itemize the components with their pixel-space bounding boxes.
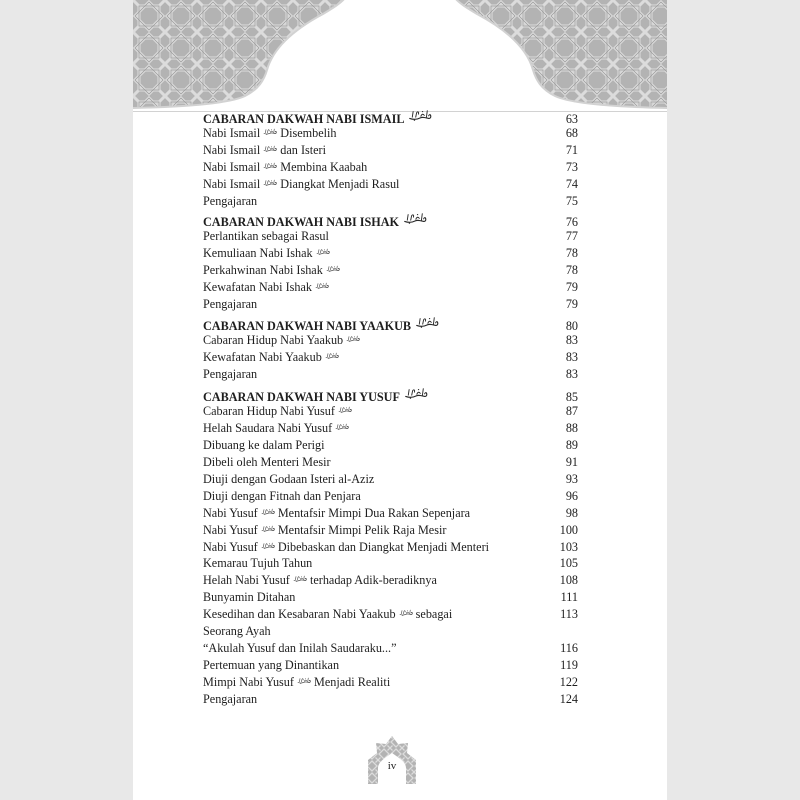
book-page	[133, 0, 667, 800]
alaihissalam-icon	[316, 247, 330, 256]
page-number: 124	[559, 691, 578, 706]
entry-text: Nabi Yusuf	[203, 522, 258, 537]
page-number: 74	[565, 177, 578, 192]
page-number: 89	[565, 438, 578, 453]
page-number: 113	[560, 607, 578, 622]
page-number: 111	[560, 590, 578, 605]
entry-title: Dibeli oleh Menteri Mesir	[203, 455, 331, 470]
entry-text: Nabi Ismail	[203, 177, 261, 192]
entry-title: Pengajaran	[203, 691, 258, 706]
page-number: 75	[565, 193, 578, 208]
section-heading	[203, 316, 578, 333]
page-number: 88	[565, 421, 578, 436]
entry-text: Kewafatan Nabi Yaakub	[203, 350, 322, 365]
entry-title	[203, 606, 452, 623]
page-folio: iv	[387, 760, 397, 772]
entry-title	[203, 674, 390, 691]
entry-title	[203, 539, 489, 556]
alaihissalam-icon	[293, 574, 307, 583]
page-number: 78	[565, 246, 578, 261]
heading-text: CABARAN DAKWAH NABI YUSUF	[203, 389, 400, 404]
alaihissalam-icon	[338, 405, 352, 414]
entry-title	[203, 403, 352, 420]
page-number: 119	[560, 657, 578, 672]
page-number: 85	[565, 389, 578, 404]
entry-text: Menjadi Realiti	[314, 674, 391, 689]
entry-text: Nabi Yusuf	[203, 505, 258, 520]
toc-section-ismail	[203, 109, 578, 210]
entry-text: Dibebaskan dan Diangkat Menjadi Menteri	[277, 539, 490, 554]
entry-text: dan Isteri	[280, 143, 326, 158]
toc-entry	[203, 589, 578, 606]
toc-entry	[203, 555, 578, 572]
entry-text: Helah Nabi Yusuf	[203, 573, 290, 588]
page-number: 105	[559, 556, 578, 571]
page-number: 83	[565, 350, 578, 365]
alaihissalam-icon	[335, 422, 349, 431]
entry-text: Perkahwinan Nabi Ishak	[203, 263, 323, 278]
page-number: 79	[565, 296, 578, 311]
toc-entry	[203, 296, 578, 313]
entry-title: Pertemuan yang Dinantikan	[203, 657, 340, 672]
page-number: 91	[565, 455, 578, 470]
entry-text: Mentafsir Mimpi Dua Rakan Sepenjara	[277, 505, 471, 520]
alaihissalam-icon	[404, 387, 428, 399]
toc-entry	[203, 279, 578, 296]
entry-title	[203, 176, 399, 193]
entry-text: Diangkat Menjadi Rasul	[280, 177, 400, 192]
toc-entry	[203, 262, 578, 279]
entry-text: Cabaran Hidup Nabi Yaakub	[203, 333, 344, 348]
entry-text: Nabi Ismail	[203, 143, 261, 158]
toc-entry	[203, 366, 578, 383]
toc-entry	[203, 142, 578, 159]
entry-text: Kewafatan Nabi Ishak	[203, 280, 312, 295]
toc-section-ishak	[203, 212, 578, 313]
alaihissalam-icon	[261, 507, 275, 516]
entry-title: Diuji dengan Fitnah dan Penjara	[203, 488, 361, 503]
toc-entry	[203, 193, 578, 210]
alaihissalam-icon	[325, 351, 339, 360]
section-heading	[203, 212, 578, 229]
entry-title	[203, 159, 367, 176]
toc-entry	[203, 505, 578, 522]
entry-title: Pengajaran	[203, 193, 258, 208]
entry-title	[203, 245, 330, 262]
alaihissalam-icon	[315, 281, 329, 290]
entry-title: Kemarau Tujuh Tahun	[203, 556, 313, 571]
toc-section-yaakub	[203, 316, 578, 384]
entry-title: Diuji dengan Godaan Isteri al-Aziz	[203, 471, 375, 486]
alaihissalam-icon	[326, 264, 340, 273]
toc-section-yusuf	[203, 387, 578, 708]
alaihissalam-icon	[346, 334, 360, 343]
page-number: 103	[559, 539, 578, 554]
page-number: 100	[559, 522, 578, 537]
page-number: 87	[565, 404, 578, 419]
page-number: 116	[560, 640, 578, 655]
toc-entry	[203, 691, 578, 708]
toc-entry	[203, 572, 578, 589]
entry-title	[203, 125, 337, 142]
page-number: 122	[559, 674, 578, 689]
entry-text: Nabi Ismail	[203, 160, 261, 175]
entry-text: Disembelih	[280, 126, 337, 141]
page-number: 63	[565, 111, 578, 126]
heading-text: CABARAN DAKWAH NABI YAAKUB	[203, 318, 411, 333]
toc-entry	[203, 657, 578, 674]
page-number: 96	[565, 488, 578, 503]
entry-title	[203, 505, 470, 522]
entry-text: sebagai	[415, 607, 453, 622]
toc-entry	[203, 606, 578, 623]
entry-title: Pengajaran	[203, 367, 258, 382]
entry-text: Helah Saudara Nabi Yusuf	[203, 421, 333, 436]
entry-text: Mimpi Nabi Yusuf	[203, 674, 294, 689]
toc-entry	[203, 159, 578, 176]
entry-title: Dibuang ke dalam Perigi	[203, 438, 325, 453]
page-number: 93	[565, 471, 578, 486]
toc-entry	[203, 471, 578, 488]
page-number: 78	[565, 263, 578, 278]
alaihissalam-icon	[263, 144, 277, 153]
entry-title: “Akulah Yusuf dan Inilah Saudaraku...”	[203, 640, 397, 655]
page-number: 83	[565, 367, 578, 382]
alaihissalam-icon	[297, 676, 311, 685]
entry-text: terhadap Adik-beradiknya	[309, 573, 437, 588]
entry-title	[203, 572, 437, 589]
toc-entry	[203, 522, 578, 539]
page-number: 108	[559, 573, 578, 588]
section-heading	[203, 387, 578, 404]
page-number: 83	[565, 333, 578, 348]
entry-title	[203, 142, 326, 159]
entry-title: Perlantikan sebagai Rasul	[203, 229, 329, 244]
entry-text: Mentafsir Mimpi Pelik Raja Mesir	[277, 522, 447, 537]
alaihissalam-icon	[261, 524, 275, 533]
toc-entry	[203, 420, 578, 437]
heading-text: CABARAN DAKWAH NABI ISMAIL	[203, 111, 404, 126]
entry-text: Membina Kaabah	[280, 160, 368, 175]
toc-entry	[203, 176, 578, 193]
page-number: 79	[565, 280, 578, 295]
entry-title	[203, 279, 329, 296]
alaihissalam-icon	[261, 541, 275, 550]
alaihissalam-icon	[399, 608, 413, 617]
page-number: 76	[565, 214, 578, 229]
entry-title	[203, 420, 349, 437]
entry-title	[203, 522, 446, 539]
toc-entry	[203, 228, 578, 245]
entry-text: Kemuliaan Nabi Ishak	[203, 246, 313, 261]
page-number: 68	[565, 126, 578, 141]
page-number: 80	[565, 318, 578, 333]
entry-title: Bunyamin Ditahan	[203, 590, 296, 605]
toc-entry	[203, 674, 578, 691]
toc-entry	[203, 349, 578, 366]
entry-text: Nabi Yusuf	[203, 539, 258, 554]
toc-entry	[203, 437, 578, 454]
toc-entry	[203, 403, 578, 420]
toc-entry	[203, 332, 578, 349]
toc-entry	[203, 245, 578, 262]
toc-entry	[203, 454, 578, 471]
entry-text: Kesedihan dan Kesabaran Nabi Yaakub	[203, 607, 396, 622]
entry-title	[203, 262, 340, 279]
entry-text: Cabaran Hidup Nabi Yusuf	[203, 404, 335, 419]
alaihissalam-icon	[415, 316, 439, 328]
toc-entry	[203, 539, 578, 556]
alaihissalam-icon	[263, 127, 277, 136]
page-number: 77	[565, 229, 578, 244]
entry-continuation-text: Seorang Ayah	[203, 623, 271, 638]
entry-title	[203, 332, 360, 349]
alaihissalam-icon	[403, 212, 427, 224]
toc-entry	[203, 640, 578, 657]
entry-text: Nabi Ismail	[203, 126, 261, 141]
page-number: 98	[565, 505, 578, 520]
section-heading	[203, 109, 578, 126]
arch-pattern-ornament	[133, 0, 667, 112]
page-number: 71	[565, 143, 578, 158]
toc-entry	[203, 488, 578, 505]
heading-text: CABARAN DAKWAH NABI ISHAK	[203, 214, 400, 229]
toc-entry-continuation	[203, 623, 578, 640]
alaihissalam-icon	[408, 109, 432, 121]
entry-title: Pengajaran	[203, 296, 258, 311]
toc-entry	[203, 125, 578, 142]
entry-title	[203, 349, 339, 366]
alaihissalam-icon	[263, 178, 277, 187]
page-number: 73	[565, 160, 578, 175]
alaihissalam-icon	[263, 161, 277, 170]
